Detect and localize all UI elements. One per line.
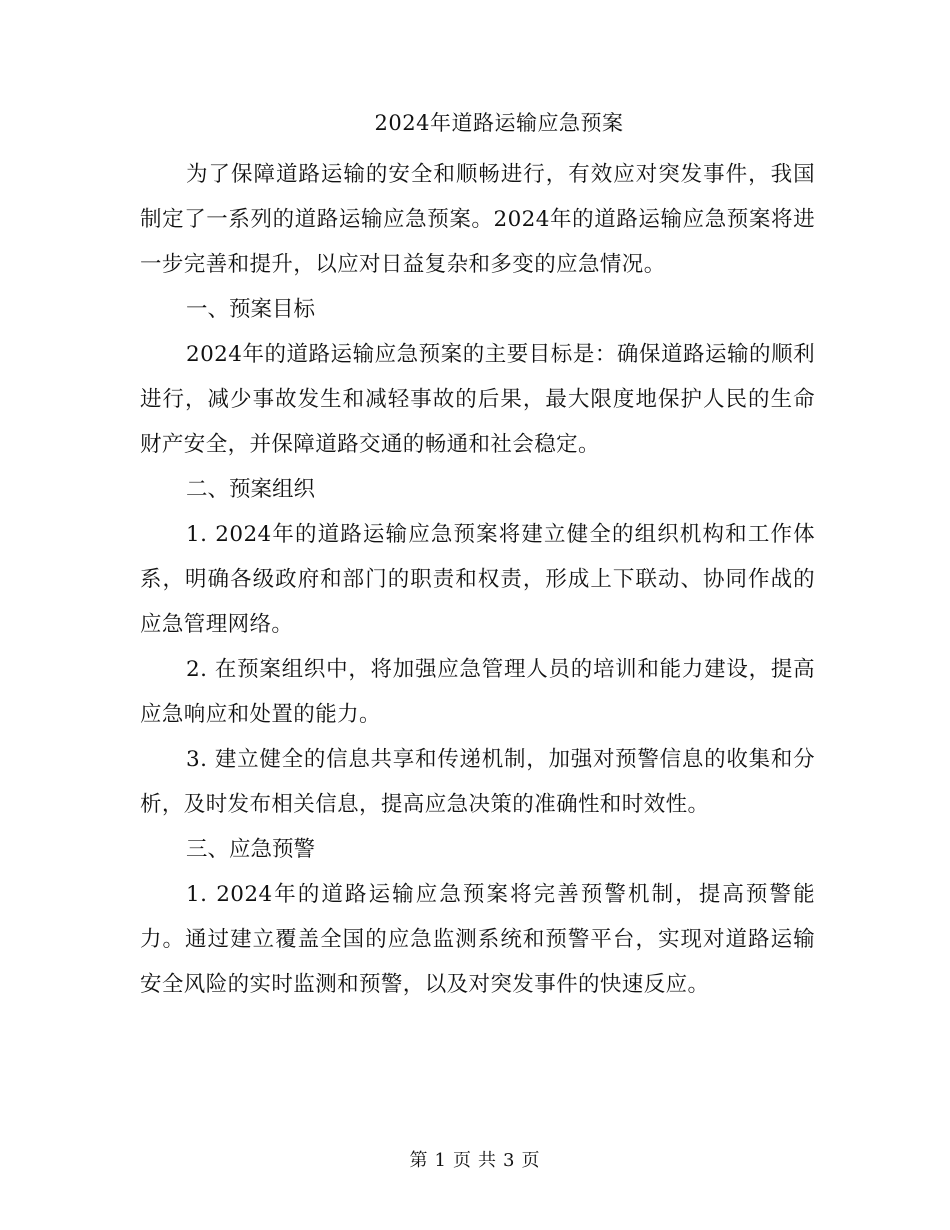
organization-item-1: 1. 2024年的道路运输应急预案将建立健全的组织机构和工作体系，明确各级政府和部门的职责和权责，形成上下联动、协同作战的应急管理网络。 [140,522,815,637]
document-body [140,152,815,1007]
warning-item-1: 1. 2024年的道路运输应急预案将完善预警机制，提高预警能力。通过建立覆盖全国的应急监测系统和预警平台，实现对道路运输安全风险的实时监测和预警，以及对突发事件的快速反应。 [140,882,815,997]
footer-page-unit: 页 [453,1150,472,1171]
section-heading-warning: 三、应急预警 [186,837,316,862]
intro-paragraph: 为了保障道路运输的安全和顺畅进行，有效应对突发事件，我国制定了一系列的道路运输应急预案。2024年的道路运输应急预案将进一步完善和提升，以应对日益复杂和多变的应急情况。 [140,162,815,277]
goals-paragraph: 2024年的道路运输应急预案的主要目标是：确保道路运输的顺利进行，减少事故发生和减轻事故的后果，最大限度地保护人民的生命财产安全，并保障道路交通的畅通和社会稳定。 [140,342,815,457]
section-heading-goals: 一、预案目标 [186,297,316,322]
footer-total-unit: 页 [521,1150,541,1171]
footer-total-pages: 3 [503,1150,516,1171]
page-footer [0,1148,950,1174]
section-heading-organization: 二、预案组织 [186,477,316,502]
footer-total-prefix: 共 [478,1150,497,1171]
organization-item-3: 3. 建立健全的信息共享和传递机制，加强对预警信息的收集和分析，及时发布相关信息，提高应急决策的准确性和时效性。 [140,747,815,817]
footer-prefix: 第 [409,1150,429,1171]
document-title: 2024年道路运输应急预案 [374,111,624,135]
footer-page-number: 1 [434,1150,447,1171]
organization-item-2: 2. 在预案组织中，将加强应急管理人员的培训和能力建设，提高应急响应和处置的能力。 [140,657,815,727]
